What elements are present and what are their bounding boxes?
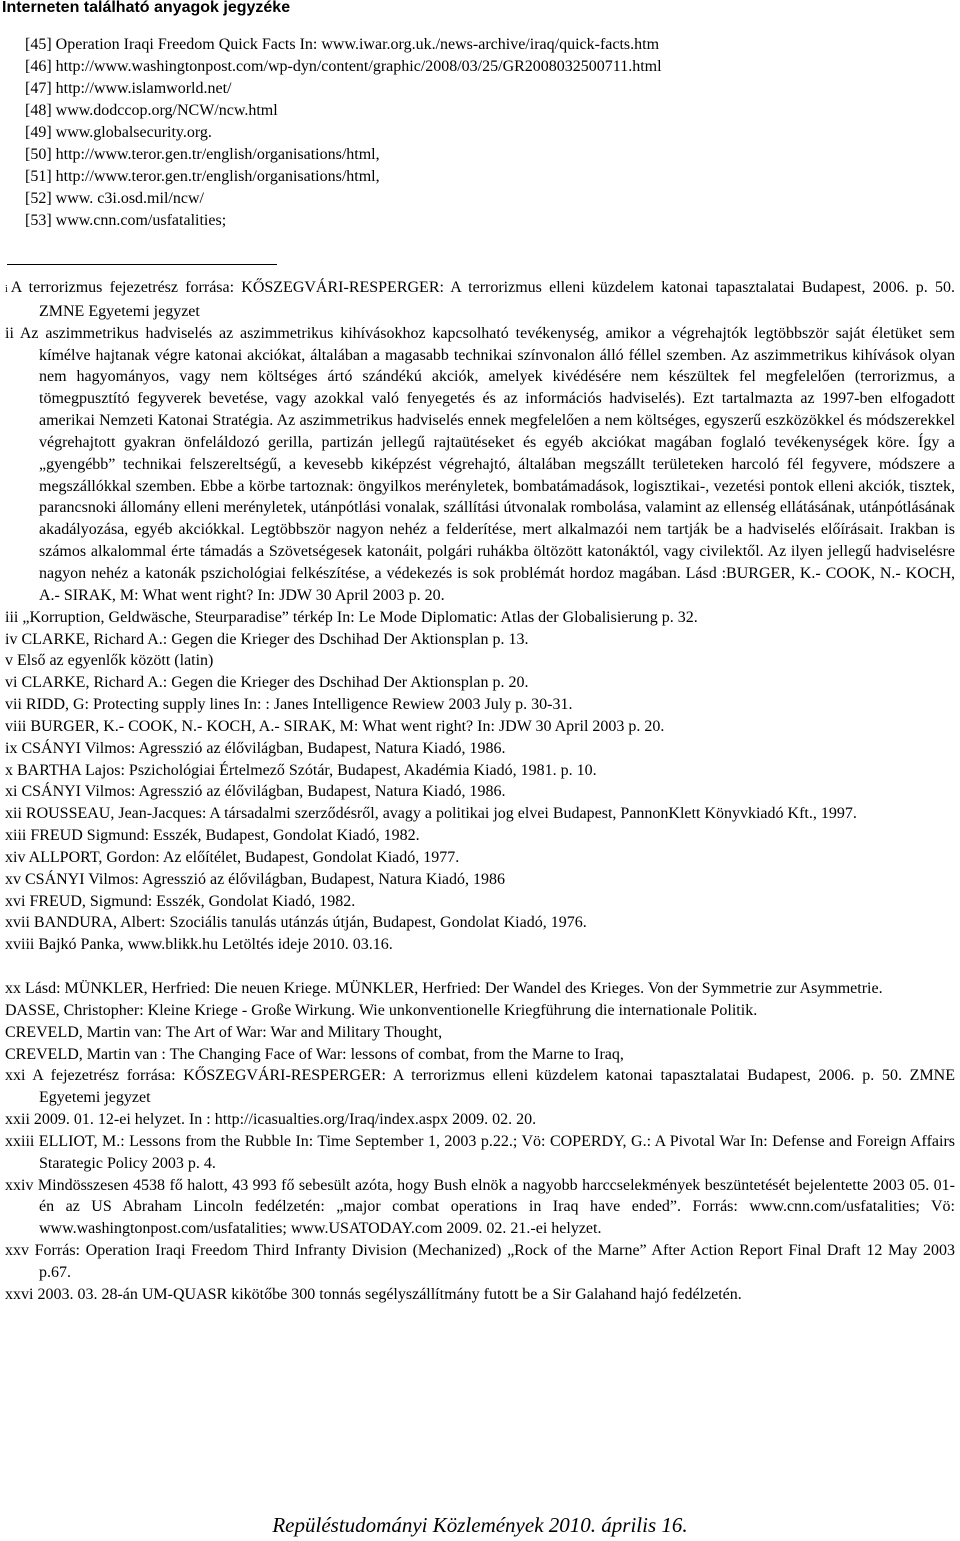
endnote-item: CREVELD, Martin van : The Changing Face of War: lessons of combat, from the Marne to Iraq,	[5, 1045, 624, 1063]
reference-item: [49] www.globalsecurity.org.	[25, 124, 212, 141]
endnote-item: xx Lásd: MÜNKLER, Herfried: Die neuen Kriege. MÜNKLER, Herfried: Der Wandel des Krieges. Von der Symmetrie zur Asymmetrie.	[5, 980, 883, 997]
endnote-item: xiv ALLPORT, Gordon: Az előítélet, Budapest, Gondolat Kiadó, 1977.	[5, 848, 460, 866]
endnote-item: DASSE, Christopher: Kleine Kriege - Große Wirkung. Wie unkonventionelle Kriegführung die internationale Politik.	[5, 1001, 758, 1019]
endnote-item: vi CLARKE, Richard A.: Gegen die Krieger des Dschihad Der Aktionsplan p. 20.	[5, 674, 529, 692]
endnote-item: xii ROUSSEAU, Jean-Jacques: A társadalmi szerződésről, avagy a politikai jog elvei Budapest, PannonKlett Könyvkiadó Kft., 1997.	[5, 805, 857, 823]
section-heading: Interneten található anyagok jegyzéke	[2, 0, 291, 16]
reference-item: [45] Operation Iraqi Freedom Quick Facts In: www.iwar.org.uk./news-archive/iraq/quick-facts.htm	[25, 36, 660, 53]
reference-item: [53] www.cnn.com/usfatalities;	[25, 212, 227, 229]
reference-item: [50] http://www.teror.gen.tr/english/organisations/html,	[25, 146, 380, 163]
endnote-item: xiii FREUD Sigmund: Esszék, Budapest, Gondolat Kiadó, 1982.	[5, 827, 420, 845]
footnote-separator	[7, 264, 277, 265]
endnote-item: iii „Korruption, Geldwäsche, Steurparadise” térkép In: Le Mode Diplomatic: Atlas der Globalisierung p. 32.	[5, 608, 698, 626]
endnote-item: xxvi 2003. 03. 28-án UM-QUASR kikötőbe 300 tonnás segélyszállítmány futott be a Sir Galahand hajó fedélzetén.	[5, 1285, 742, 1303]
page-footer: Repüléstudományi Közlemények 2010. április 16.	[272, 1513, 688, 1537]
endnote-item: vii RIDD, G: Protecting supply lines In: : Janes Intelligence Rewiew 2003 July p. 30-31.	[5, 696, 573, 714]
endnote-item: ii Az aszimmetrikus hadviselés az aszimmetrikus kihívásokhoz kapcsolható tevékenység, amikor a végrehajtók legtöbbször saját életüket sem kímélve hajtanak végre katonai akciókat, általában a magasabb technikai színvonalon álló féllel szemben. Az aszimmetrikus kihívások olyan nem hagyományos, vagy nem költséges ártó szándékú akciók, amelyek kivédésére nem készültek fel megfelelően (terrorizmus, a tömegpusztító fegyverek bevetése, vagy azokkal való fenyegetés és az információs hadviselés). Ezt tartalmazta az 1997-ben elfogadott amerikai Nemzeti Katonai Stratégia. Az aszimmetrikus hadviselés ennek megfelelően a nem költséges, egyszerű eszközökkel és módszerekkel végrehajtott gyakran önfeláldozó gerilla, partizán jellegű rajtaütéseket és egyéb akciókat magában foglaló tevékenységek köre. Így a „gyengébb” technikai felszereltségű, a kevesebb kiképzést végrehajtó, általában megszállt területeken harcoló fél fegyvere, módszere a megszállókkal szemben. Ebbe a körbe tartoznak: öngyilkos merényletek, bombatámadások, logisztikai-, vezetési pontok elleni akciók, tisztek, parancsnoki állomány elleni merényletek, utánpótlási vonalak, szállítási útvonalak rombolása, valamint az ellenség ellátásának, utánpótlásának akadályozása, egyéb akciókkal. Legtöbbször nagyon nehéz a felderítése, mert alkalmazói nem tartják be a hadviselés előírásait. Irakban is számos alkalommal érte támadás a Szövetségesek katonáit, polgári ruhákba öltözött katonáktól, vagy civilektől. Az ilyen jellegű hadviselésre nagyon nehéz a katonák pszichológiai felkészítése, a védekezés is sok problémát hordoz magában. Lásd :BURGER, K.- COOK, N.- KOCH, A.- SIRAK, M: What went right? In: JDW 30 April 2003 p. 20.	[5, 324, 955, 604]
endnote-item: v Első az egyenlők között (latin)	[5, 652, 214, 670]
endnote-item: xi CSÁNYI Vilmos: Agresszió az élővilágban, Budapest, Natura Kiadó, 1986.	[5, 783, 506, 801]
endnote-item: xxii 2009. 01. 12-ei helyzet. In : http://icasualties.org/Iraq/index.aspx 2009. 02. 20.	[5, 1111, 537, 1129]
endnote-item: xxiv Mindösszesen 4538 fő halott, 43 993 fő sebesült azóta, hogy Bush elnök a nagyobb harccselekmények beszüntetését bejelentette 2003 05. 01-én az US Abraham Lincoln fedélzetén: „major combat operations in Iraq have ended”. Forrás: www.cnn.com/usfatalities; Vö: www.washingtonpost.com/usfatalities; www.USATODAY.com 2009. 02. 21.-ei helyzet.	[5, 1176, 955, 1238]
endnote-item: xxiii ELLIOT, M.: Lessons from the Rubble In: Time September 1, 2003 p.22.; Vö: COPERDY, G.: A Pivotal War In: Defense and Foreign Affairs Starategic Policy 2003 p. 4.	[5, 1132, 955, 1172]
endnote-item: CREVELD, Martin van: The Art of War: War and Military Thought,	[5, 1023, 443, 1041]
reference-item: [52] www. c3i.osd.mil/ncw/	[25, 190, 204, 207]
endnote-text: A terrorizmus fejezetrész forrása: KŐSZEGVÁRI-RESPERGER: A terrorizmus elleni küzdelem katonai tapasztalatai Budapest, 2006. p. 50. ZMNE Egyetemi jegyzet	[10, 279, 955, 320]
endnote-item: xvii BANDURA, Albert: Szociális tanulás utánzás útján, Budapest, Gondolat Kiadó, 1976.	[5, 914, 587, 932]
endnote-marker: i	[5, 284, 8, 295]
endnote-item	[5, 277, 955, 323]
endnotes	[5, 277, 955, 1306]
endnote-item: x BARTHA Lajos: Pszichológiai Értelmező Szótár, Budapest, Akadémia Kiadó, 1981. p. 10.	[5, 761, 597, 779]
reference-item: [51] http://www.teror.gen.tr/english/organisations/html,	[25, 168, 380, 185]
reference-item: [47] http://www.islamworld.net/	[25, 80, 232, 97]
internet-references-list	[25, 34, 945, 232]
endnote-item: xvi FREUD, Sigmund: Esszék, Gondolat Kiadó, 1982.	[5, 892, 356, 910]
reference-item: [46] http://www.washingtonpost.com/wp-dyn/content/graphic/2008/03/25/GR2008032500711.html	[25, 58, 662, 75]
endnote-item: xviii Bajkó Panka, www.blikk.hu Letöltés ideje 2010. 03.16.	[5, 936, 393, 954]
endnote-item: xxi A fejezetrész forrása: KŐSZEGVÁRI-RESPERGER: A terrorizmus elleni küzdelem katonai tapasztalatai Budapest, 2006. p. 50. ZMNE Egyetemi jegyzet	[5, 1067, 955, 1107]
reference-item: [48] www.dodccop.org/NCW/ncw.html	[25, 102, 278, 119]
endnote-item: ix CSÁNYI Vilmos: Agresszió az élővilágban, Budapest, Natura Kiadó, 1986.	[5, 739, 506, 757]
endnote-item: xxv Forrás: Operation Iraqi Freedom Third Infranty Division (Mechanized) „Rock of the Marne” After Action Report Final Draft 12 May 2003 p.67.	[5, 1242, 955, 1281]
endnote-item: iv CLARKE, Richard A.: Gegen die Krieger des Dschihad Der Aktionsplan p. 13.	[5, 630, 529, 648]
endnote-item: xv CSÁNYI Vilmos: Agresszió az élővilágban, Budapest, Natura Kiadó, 1986	[5, 870, 505, 888]
endnote-item: viii BURGER, K.- COOK, N.- KOCH, A.- SIRAK, M: What went right? In: JDW 30 April 2003 p. 20.	[5, 717, 665, 735]
